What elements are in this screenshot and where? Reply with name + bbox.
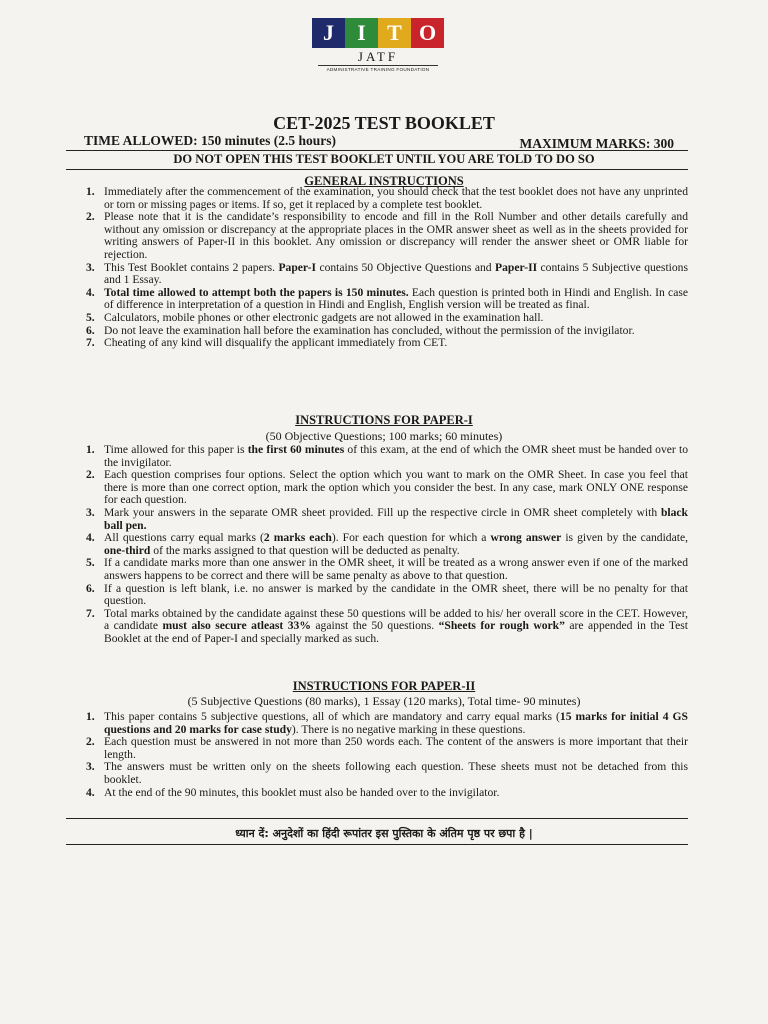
instruction-text: Total marks obtained by the candidate against these 50 questions will be added to his/ her overall score in the CET. However, a candidate xyxy=(104,606,688,633)
logo-tagline: ADMINISTRATIVE TRAINING FOUNDATION xyxy=(326,67,430,72)
instruction-number: 2. xyxy=(86,210,95,224)
instruction-text: Time allowed for this paper is xyxy=(104,443,248,456)
instruction-item xyxy=(82,736,688,761)
instruction-number: 2. xyxy=(86,468,95,482)
instruction-item xyxy=(82,711,688,736)
instruction-text: Each question comprises four options. Select the option which you want to mark on the OMR Sheet. In case you feel that there is more than one correct option, mark the option which you consider the best. In any case, mark ONLY ONE response for each question. xyxy=(104,468,688,507)
hindi-note: ध्यान दें: अनुदेशों का हिंदी रूपांतर इस पुस्तिका के अंतिम पृष्ठ पर छपा है | xyxy=(235,827,533,840)
instruction-text: of this exam, at the end of which the OMR sheet must be handed over to the invigilator. xyxy=(104,443,688,469)
instruction-text: If a question is left blank, i.e. no answer is marked by the candidate in the OMR sheet, there will be no penalty for that question. xyxy=(104,581,688,608)
instruction-bold-text: “Sheets for rough work” xyxy=(438,619,565,633)
instruction-text: Each question is printed both in Hindi and English. In case of difference in interpretation of a question in Hindi and English, English version will be treated as final. xyxy=(104,285,689,312)
instruction-text: ). There is no negative marking in these questions. xyxy=(291,722,526,736)
instruction-bold-text: wrong answer xyxy=(490,531,562,545)
do-not-open-warning: DO NOT OPEN THIS TEST BOOKLET UNTIL YOU ARE TOLD TO DO SO xyxy=(173,152,595,166)
paper2-subheading: (5 Subjective Questions (80 marks), 1 Essay (120 marks), Total time- 90 minutes) xyxy=(187,694,581,708)
paper2-heading: INSTRUCTIONS FOR PAPER-II xyxy=(292,679,476,693)
footer-rule-bottom xyxy=(66,844,688,845)
instruction-number: 7. xyxy=(86,336,95,350)
instruction-text: against the 50 questions. xyxy=(310,619,439,633)
instruction-item xyxy=(82,761,688,786)
instruction-bold-text: one-third xyxy=(104,543,151,557)
instruction-item xyxy=(82,532,688,557)
instruction-number: 4. xyxy=(86,531,95,545)
instruction-text: This paper contains 5 subjective questions, all of which are mandatory and carry equal marks ( xyxy=(104,710,560,723)
instruction-number: 1. xyxy=(86,710,95,723)
instruction-item xyxy=(82,337,688,350)
instruction-text: The answers must be written only on the sheets following each question. These sheets must not be detached from this booklet. xyxy=(104,760,688,786)
general-instructions-heading: GENERAL INSTRUCTIONS xyxy=(304,174,464,188)
instruction-item xyxy=(82,608,688,646)
instruction-text: Do not leave the examination hall before the examination has concluded, without the permission of the invigilator. xyxy=(104,323,635,337)
header-rule-bottom xyxy=(66,169,688,170)
instruction-bold-text: black ball pen. xyxy=(104,505,688,532)
logo-tiles xyxy=(312,18,444,48)
instruction-text: Each question must be answered in not more than 250 words each. The content of the answers is more important that their length. xyxy=(104,735,688,761)
paper1-subheading: (50 Objective Questions; 100 marks; 60 minutes) xyxy=(265,429,503,443)
instruction-number: 4. xyxy=(86,285,95,299)
instruction-number: 5. xyxy=(86,310,95,324)
instruction-item xyxy=(82,262,688,287)
logo-letter-j: J xyxy=(312,18,345,48)
paper1-heading: INSTRUCTIONS FOR PAPER-I xyxy=(295,413,473,427)
instruction-number: 6. xyxy=(86,323,95,337)
instruction-bold-text: Total time allowed to attempt both the papers is 150 minutes. xyxy=(104,285,409,299)
instruction-item xyxy=(82,287,688,312)
instruction-item xyxy=(82,469,688,507)
instruction-item xyxy=(82,186,688,211)
instruction-text: Immediately after the commencement of the examination, you should check that the test booklet does not have any unprinted or torn or missing pages or items. If so, get it replaced by a complete test booklet. xyxy=(104,185,688,211)
instruction-number: 5. xyxy=(86,556,95,570)
instruction-number: 3. xyxy=(86,505,95,519)
instruction-text: ). For each question for which a xyxy=(331,531,491,545)
footer-rule-top xyxy=(66,818,688,819)
instruction-bold-text: Paper-II xyxy=(495,260,538,274)
header-rule-top xyxy=(66,150,688,151)
instruction-bold-text: the first 60 minutes xyxy=(247,443,345,456)
instruction-text: Mark your answers in the separate OMR sheet provided. Fill up the respective circle in OMR sheet completely with xyxy=(104,505,661,519)
instruction-text: This Test Booklet contains 2 papers. xyxy=(104,260,279,274)
instruction-bold-text: 15 marks for initial 4 GS questions and 20 marks for case study xyxy=(104,710,688,736)
instruction-number: 1. xyxy=(86,443,95,456)
paper2-instructions-list xyxy=(82,711,688,799)
jito-logo xyxy=(312,18,444,72)
instruction-bold-text: Paper-I xyxy=(278,260,317,274)
instruction-text: contains 50 Objective Questions and xyxy=(316,260,496,274)
instruction-text: contains 5 Subjective questions and 1 Essay. xyxy=(104,260,688,287)
instruction-text: All questions carry equal marks ( xyxy=(104,531,264,545)
instruction-number: 2. xyxy=(86,735,95,749)
meta-row xyxy=(84,133,674,151)
time-allowed: TIME ALLOWED: 150 minutes (2.5 hours) xyxy=(84,133,337,148)
instruction-number: 7. xyxy=(86,606,95,620)
instruction-item xyxy=(82,557,688,582)
instruction-bold-text: must also secure atleast 33% xyxy=(162,619,311,633)
logo-subtitle: JATF xyxy=(357,49,399,64)
instruction-number: 1. xyxy=(86,185,95,198)
instruction-item xyxy=(82,787,688,800)
booklet-title: CET-2025 TEST BOOKLET xyxy=(273,113,495,133)
instruction-number: 4. xyxy=(86,785,95,799)
instruction-text: are appended in the Test Booklet at the end of Paper-I and specially marked as such. xyxy=(104,619,688,645)
instruction-number: 3. xyxy=(86,760,95,774)
instruction-text: If a candidate marks more than one answer in the OMR sheet, it will be treated as a wrong answer even if one of the marked answers happens to be correct and there will be same penalty as above to that question. xyxy=(104,556,688,582)
maximum-marks: MAXIMUM MARKS: 300 xyxy=(519,136,674,151)
instruction-item xyxy=(82,444,688,469)
general-instructions-list xyxy=(82,186,688,350)
instruction-item xyxy=(82,507,688,532)
instruction-number: 6. xyxy=(86,581,95,595)
instruction-text: is given by the candidate, xyxy=(561,531,689,545)
logo-divider xyxy=(318,65,438,66)
instruction-text: Calculators, mobile phones or other electronic gadgets are not allowed in the examination hall. xyxy=(104,310,544,324)
instruction-text: Please note that it is the candidate’s responsibility to encode and fill in the Roll Number and other details carefully and without any omission or discrepancy at the appropriate places in the OMR answer sheet as well as in the sheets provided for writing answers of Paper-II in this booklet. Any omission or discrepancy will render the answer sheet or OMR liable for rejection. xyxy=(104,210,688,261)
instruction-text: At the end of the 90 minutes, this booklet must also be handed over to the invigilator. xyxy=(104,785,500,799)
paper1-instructions-list xyxy=(82,444,688,646)
logo-letter-t: T xyxy=(378,18,411,48)
instruction-item xyxy=(82,583,688,608)
logo-letter-i: I xyxy=(345,18,378,48)
instruction-number: 3. xyxy=(86,260,95,274)
logo-letter-o: O xyxy=(411,18,444,48)
instruction-item xyxy=(82,211,688,261)
instruction-text: of the marks assigned to that question will be deducted as penalty. xyxy=(150,543,460,557)
instruction-text: Cheating of any kind will disqualify the applicant immediately from CET. xyxy=(104,336,448,350)
instruction-bold-text: 2 marks each xyxy=(263,531,332,545)
